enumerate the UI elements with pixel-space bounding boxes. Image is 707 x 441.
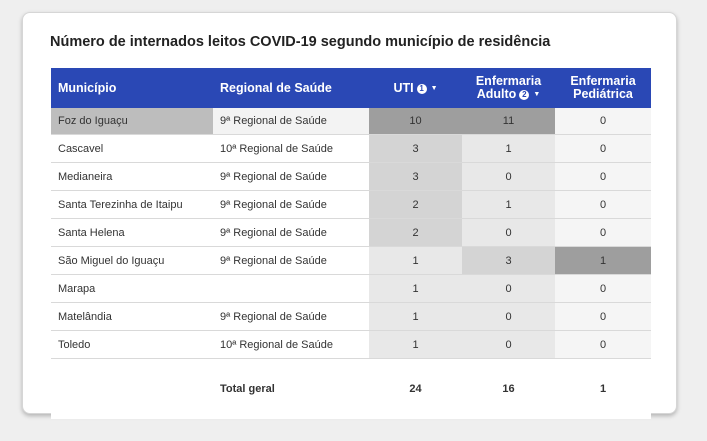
cell-enf-adulto: 0 [462, 331, 555, 359]
cell-municipio: Matelândia [51, 303, 213, 331]
table-row[interactable] [51, 247, 651, 275]
cell-uti: 1 [369, 331, 462, 359]
total-label: Total geral [213, 359, 369, 420]
header-enfermaria-adulto[interactable]: Enfermaria Adulto 2 ▼ [462, 68, 555, 108]
cell-uti: 3 [369, 163, 462, 191]
header-municipio[interactable]: Município [51, 68, 213, 108]
cell-enf-pediatrica: 0 [555, 275, 651, 303]
cell-regional: 9ª Regional de Saúde [213, 191, 369, 219]
cell-enf-adulto: 0 [462, 303, 555, 331]
cell-uti: 3 [369, 135, 462, 163]
cell-enf-pediatrica: 0 [555, 331, 651, 359]
header-enfermaria-pediatrica[interactable]: Enfermaria Pediátrica [555, 68, 651, 108]
total-enf-adulto: 16 [462, 359, 555, 420]
cell-regional: 9ª Regional de Saúde [213, 247, 369, 275]
cell-enf-adulto: 0 [462, 219, 555, 247]
cell-enf-adulto: 0 [462, 275, 555, 303]
cell-uti: 1 [369, 247, 462, 275]
total-row [51, 359, 651, 420]
cell-enf-pediatrica: 1 [555, 247, 651, 275]
header-uti[interactable]: UTI 1 ▼ [369, 68, 462, 108]
table-row[interactable] [51, 303, 651, 331]
cell-regional [213, 275, 369, 303]
sort-desc-icon[interactable]: ▼ [430, 84, 438, 92]
cell-enf-pediatrica: 0 [555, 135, 651, 163]
cell-enf-adulto: 1 [462, 191, 555, 219]
report-card [22, 12, 677, 414]
cell-uti: 2 [369, 191, 462, 219]
table-row[interactable] [51, 275, 651, 303]
sort-desc-icon[interactable]: ▼ [533, 91, 541, 98]
table-row[interactable] [51, 331, 651, 359]
cell-enf-adulto: 0 [462, 163, 555, 191]
table-row[interactable] [51, 191, 651, 219]
info-icon[interactable]: 2 [519, 90, 529, 100]
cell-municipio: Foz do Iguaçu [51, 108, 213, 135]
cell-municipio: Cascavel [51, 135, 213, 163]
table-row[interactable] [51, 163, 651, 191]
table-row[interactable] [51, 135, 651, 163]
cell-enf-adulto: 3 [462, 247, 555, 275]
cell-enf-adulto: 11 [462, 108, 555, 135]
cell-municipio: São Miguel do Iguaçu [51, 247, 213, 275]
header-regional[interactable]: Regional de Saúde [213, 68, 369, 108]
info-icon[interactable]: 1 [417, 84, 427, 94]
cell-enf-adulto: 1 [462, 135, 555, 163]
cell-municipio: Santa Helena [51, 219, 213, 247]
cell-enf-pediatrica: 0 [555, 163, 651, 191]
cell-enf-pediatrica: 0 [555, 219, 651, 247]
cell-regional: 10ª Regional de Saúde [213, 331, 369, 359]
cell-regional: 10ª Regional de Saúde [213, 135, 369, 163]
cell-uti: 1 [369, 275, 462, 303]
total-spacer [51, 359, 213, 420]
internados-table [51, 68, 651, 419]
report-title: Número de internados leitos COVID-19 segundo município de residência [50, 34, 551, 50]
cell-regional: 9ª Regional de Saúde [213, 108, 369, 135]
cell-regional: 9ª Regional de Saúde [213, 303, 369, 331]
cell-uti: 1 [369, 303, 462, 331]
cell-uti: 10 [369, 108, 462, 135]
total-enf-pediatrica: 1 [555, 359, 651, 420]
cell-municipio: Medianeira [51, 163, 213, 191]
table-header-row [51, 68, 651, 108]
cell-municipio: Santa Terezinha de Itaipu [51, 191, 213, 219]
total-uti: 24 [369, 359, 462, 420]
cell-municipio: Toledo [51, 331, 213, 359]
cell-regional: 9ª Regional de Saúde [213, 163, 369, 191]
cell-uti: 2 [369, 219, 462, 247]
cell-regional: 9ª Regional de Saúde [213, 219, 369, 247]
cell-enf-pediatrica: 0 [555, 191, 651, 219]
cell-municipio: Marapa [51, 275, 213, 303]
cell-enf-pediatrica: 0 [555, 108, 651, 135]
table-row[interactable] [51, 108, 651, 135]
table-row[interactable] [51, 219, 651, 247]
cell-enf-pediatrica: 0 [555, 303, 651, 331]
